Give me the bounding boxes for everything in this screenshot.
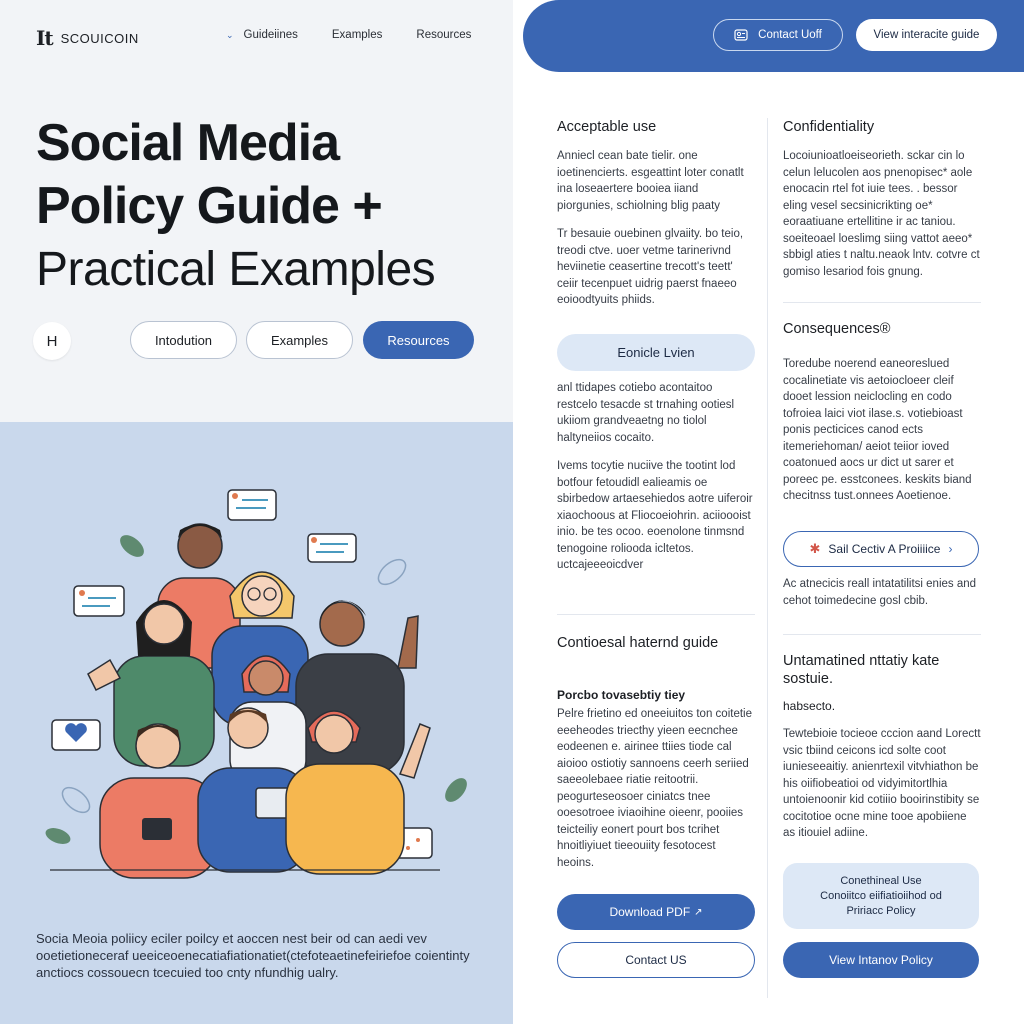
people-illustration: [30, 478, 480, 898]
leaf-icon: [58, 783, 94, 817]
view-guide-button[interactable]: View interacite guide: [856, 19, 997, 51]
chevron-right-icon: ›: [948, 542, 953, 556]
card-line-1: Conethineal Use: [840, 874, 922, 887]
section-text: Pelre frietino ed oneeiuitos ton coitetie eeeheodes triecthy yieen eecnchee eodeenen e. airinee ttiies tiode cal aioioo ostiotiy sannoens ceerh seriied saeeolebaee riatie reitootrii. peogurteseosoer ciniatcs tnee ooesotroee iviaoihine oieenr, pooiies teicteiliy eonert pourt bos tcrihet hnoitliyiuet tieeouiity fesotocest heoins.: [557, 708, 752, 869]
section-subtitle: habsecto.: [783, 699, 836, 713]
contact-card-icon: [734, 28, 748, 42]
leaf-icon: [441, 774, 471, 806]
contact-button-label: Contact Uoff: [758, 29, 822, 41]
page-title: [36, 112, 496, 301]
section-text: Anniecl cean bate tielir. one ioetinencierts. esgeattint loter conatlt ina loseaertere booiea iiand piorgunies, schiolning blig paaty: [557, 150, 744, 212]
arrow-right-icon: ↗: [694, 906, 703, 918]
section-title-guide: Contioesal haternd guide: [557, 635, 719, 651]
policy-link-button[interactable]: [783, 531, 979, 567]
chat-bubble-icon: [228, 490, 276, 520]
contact-button[interactable]: [713, 19, 843, 51]
illustration-caption: Socia Meoia poliicy eciler poilcy et aoccen nest beir od can aedi vev ooetietioneceraf ueeiceoenecatiafiationatiet(ctefoteaetinefeiriefoe coientinty anctiocs cossouecn tcecuied too cnty nfundhig ualry.: [36, 931, 470, 980]
section-title-untamatined: Untamatined nttatiy kate sostuie.: [783, 653, 940, 687]
tab-resources[interactable]: Resources: [363, 321, 474, 359]
section-title-confidentiality: Confidentiality: [783, 119, 875, 135]
card-line-3: Pririacc Policy: [846, 904, 916, 917]
privacy-policy-card[interactable]: [783, 863, 979, 929]
section-text: Toredube noerend eaneoreslued cocalinetiate vis aetoiocloeer cleif dooet lession neiclocling en codo tofroiea laici viot ilase.s. votiebioast ponis pecticices canod ects itemeriehoman/ aeiot teiior ioved coatonued aocs ur dict ut sarer et poreec pe. esstconees. keskits biand checitnss tust.onnees Aoetienoe.: [783, 358, 972, 502]
divider: [557, 614, 755, 615]
column-divider: [767, 118, 768, 998]
tab-introduction[interactable]: Intodution: [130, 321, 237, 359]
leaf-icon: [116, 531, 148, 561]
title-line-1: Social Media: [36, 114, 339, 172]
top-nav: [226, 29, 505, 41]
divider: [783, 634, 981, 635]
chat-bubble-icon: [74, 586, 124, 616]
right-pane: [513, 0, 1024, 1024]
section-text: Ivems tocytie nuciive the tootint lod botfour fetoudidl ealieamis oe sbirbedow artaesehiedos aotre uiferoir xiaochoous at Fliocoeiohrin. aciioooist inio. be tes ocoo. eoenolone tinmsnd tenogoine roliooda icltetos. uctcajeeeoicdver: [557, 460, 753, 571]
card-line-2: Conoiitco eiifiatioiihod od: [820, 889, 942, 902]
download-pdf-label: Download PDF: [609, 905, 691, 919]
chevron-down-icon[interactable]: ⌄: [226, 29, 234, 40]
chat-bubble-icon: [308, 534, 356, 562]
logo-mark: It: [36, 26, 53, 50]
section-title-acceptable-use: Acceptable use: [557, 119, 657, 135]
home-round-button[interactable]: H: [33, 322, 71, 360]
policy-link-label: Sail Cectiv A Proiiiice: [828, 542, 941, 556]
logo-text: SCOUICOIN: [60, 30, 139, 46]
download-pdf-button[interactable]: [557, 894, 755, 930]
title-line-3: Practical Examples: [36, 243, 436, 296]
section-text: Tr besauie ouebinen glvaiity. bo teio, treodi ctve. uoer vetme tarinerivnd heviinetie ceasertine trecott's teett' ceiir tecenpuet uidrig paerst fnaeeo eoioodtyuits phiids.: [557, 228, 744, 306]
nav-guidelines[interactable]: Guideiines: [243, 29, 298, 41]
contact-us-button[interactable]: Contact US: [557, 942, 755, 978]
divider: [783, 302, 981, 303]
nav-examples[interactable]: Examples: [331, 29, 383, 41]
person-figure: [296, 600, 418, 774]
section-text: Tewtebioie tocieoe cccion aand Lorectt vsic tbiind ceicons icd solte coot iunieseeaitiy. anienrtexil vitvhiathon be his oiifiobeatioi od vidyimitortlhia untoienoonir kid cotiiio booirinstibity se cocitotioe ocne mine tooe apobiiene as itiouiel adiine.: [783, 728, 981, 839]
eonicle-lvien-button[interactable]: Eonicle Lvien: [557, 334, 755, 371]
title-line-2: Policy Guide +: [36, 177, 382, 235]
leaf-icon: [43, 825, 72, 847]
view-policy-button[interactable]: View Intanov Policy: [783, 942, 979, 978]
section-text: anl ttidapes cotiebo acontaitoo restcelo tesacde st trnahing ootiesl ukiiom grandveaetng no tiolol haltyneiios cocaito.: [557, 382, 735, 444]
nav-resources[interactable]: Resources: [416, 29, 472, 41]
section-title-consequences: Consequences®: [783, 321, 891, 337]
sparkle-icon: ✱: [809, 541, 821, 556]
brand-logo[interactable]: [36, 26, 139, 50]
section-text: Ac atnecicis reall intatatilitsi enies and cehot toimedecine gosl cbib.: [783, 578, 977, 607]
heart-bubble-icon: [52, 720, 100, 750]
top-action-bar: [523, 0, 1024, 72]
section-text: Locoiunioatloeiseorieth. sckar cin lo celun lelucolen aos pnenopisec* aole enocacin rtel fot iuie tees. . bessor eling vesel secsinicrikting oe* eoraatiuane ertellitine ir ac taniou. soeiteoael loeslimg siing vattot aeeo* sbbigl aties t naltu.neaok lntv. cotvre ct gomiso lesariod fois gnung.: [783, 150, 980, 278]
section-subtitle: Porcbo tovasebtiy tiey: [557, 688, 686, 702]
leaf-icon: [374, 555, 410, 589]
tab-examples[interactable]: Examples: [246, 321, 353, 359]
